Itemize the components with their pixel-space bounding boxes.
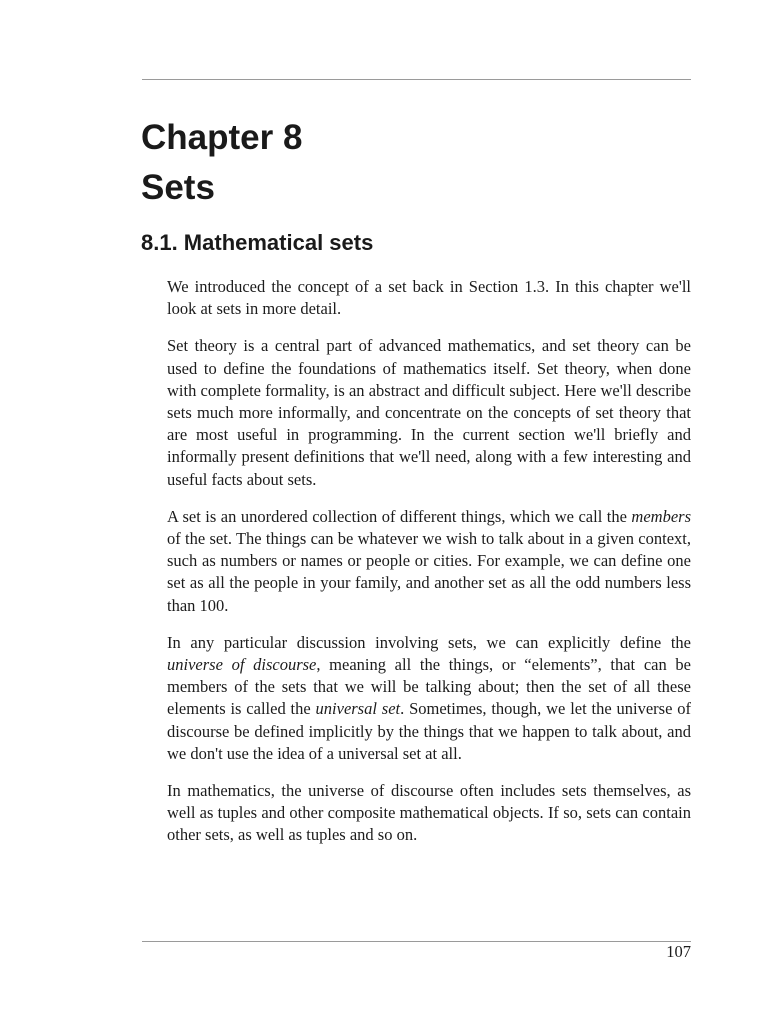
paragraph-4 [167,632,691,765]
chapter-label: Chapter 8 [141,118,303,157]
bottom-rule [142,941,691,942]
paragraph-1: We introduced the concept of a set back in Section 1.3. In this chapter we'll look at sets in more detail. [167,277,691,319]
paragraph-3-text-b: of the set. The things can be whatever we wish to talk about in a given context, such as numbers or names or people or cities. For example, we can define one set as all the people in your family, and another set as all the odd numbers less than 100. [167,529,691,615]
paragraph-4-text-a: In any particular discussion involving sets, we can explicitly define the [167,632,691,652]
paragraph-3 [167,506,691,617]
section-heading: 8.1. Mathematical sets [141,230,374,255]
chapter-heading [141,113,302,213]
chapter-title: Sets [141,168,215,207]
term-universe-of-discourse: universe of discourse [167,655,317,675]
page-number: 107 [666,942,691,961]
paragraph-5: In mathematics, the universe of discourse often includes sets themselves, as well as tuples and other composite mathematical objects. If so, sets can contain other sets, as well as tuples and so on. [167,781,691,845]
top-rule [142,79,691,80]
body-text [167,276,691,862]
term-universal-set: universal set [315,699,401,719]
paragraph-3-text-a: A set is an unordered collection of different things, which we call the [167,506,632,526]
paragraph-4-text-b: , meaning all the things, or “elements”, that can be members of the sets that we will be talking about; then the set of all these elements is called the [167,655,691,719]
term-members: members [631,506,691,526]
paragraph-4-text-c: . Sometimes, though, we let the universe of discourse be defined implicitly by the things that we happen to talk about, and we don't use the idea of a universal set at all. [167,699,691,763]
paragraph-2: Set theory is a central part of advanced mathematics, and set theory can be used to define the foundations of mathematics itself. Set theory, when done with complete formality, is an abstract and difficult subject. Here we'll describe sets much more informally, and concentrate on the concepts of set theory that are most useful in programming. In the current section we'll briefly and informally present definitions that we'll need, along with a few interesting and useful facts about sets. [167,336,691,489]
